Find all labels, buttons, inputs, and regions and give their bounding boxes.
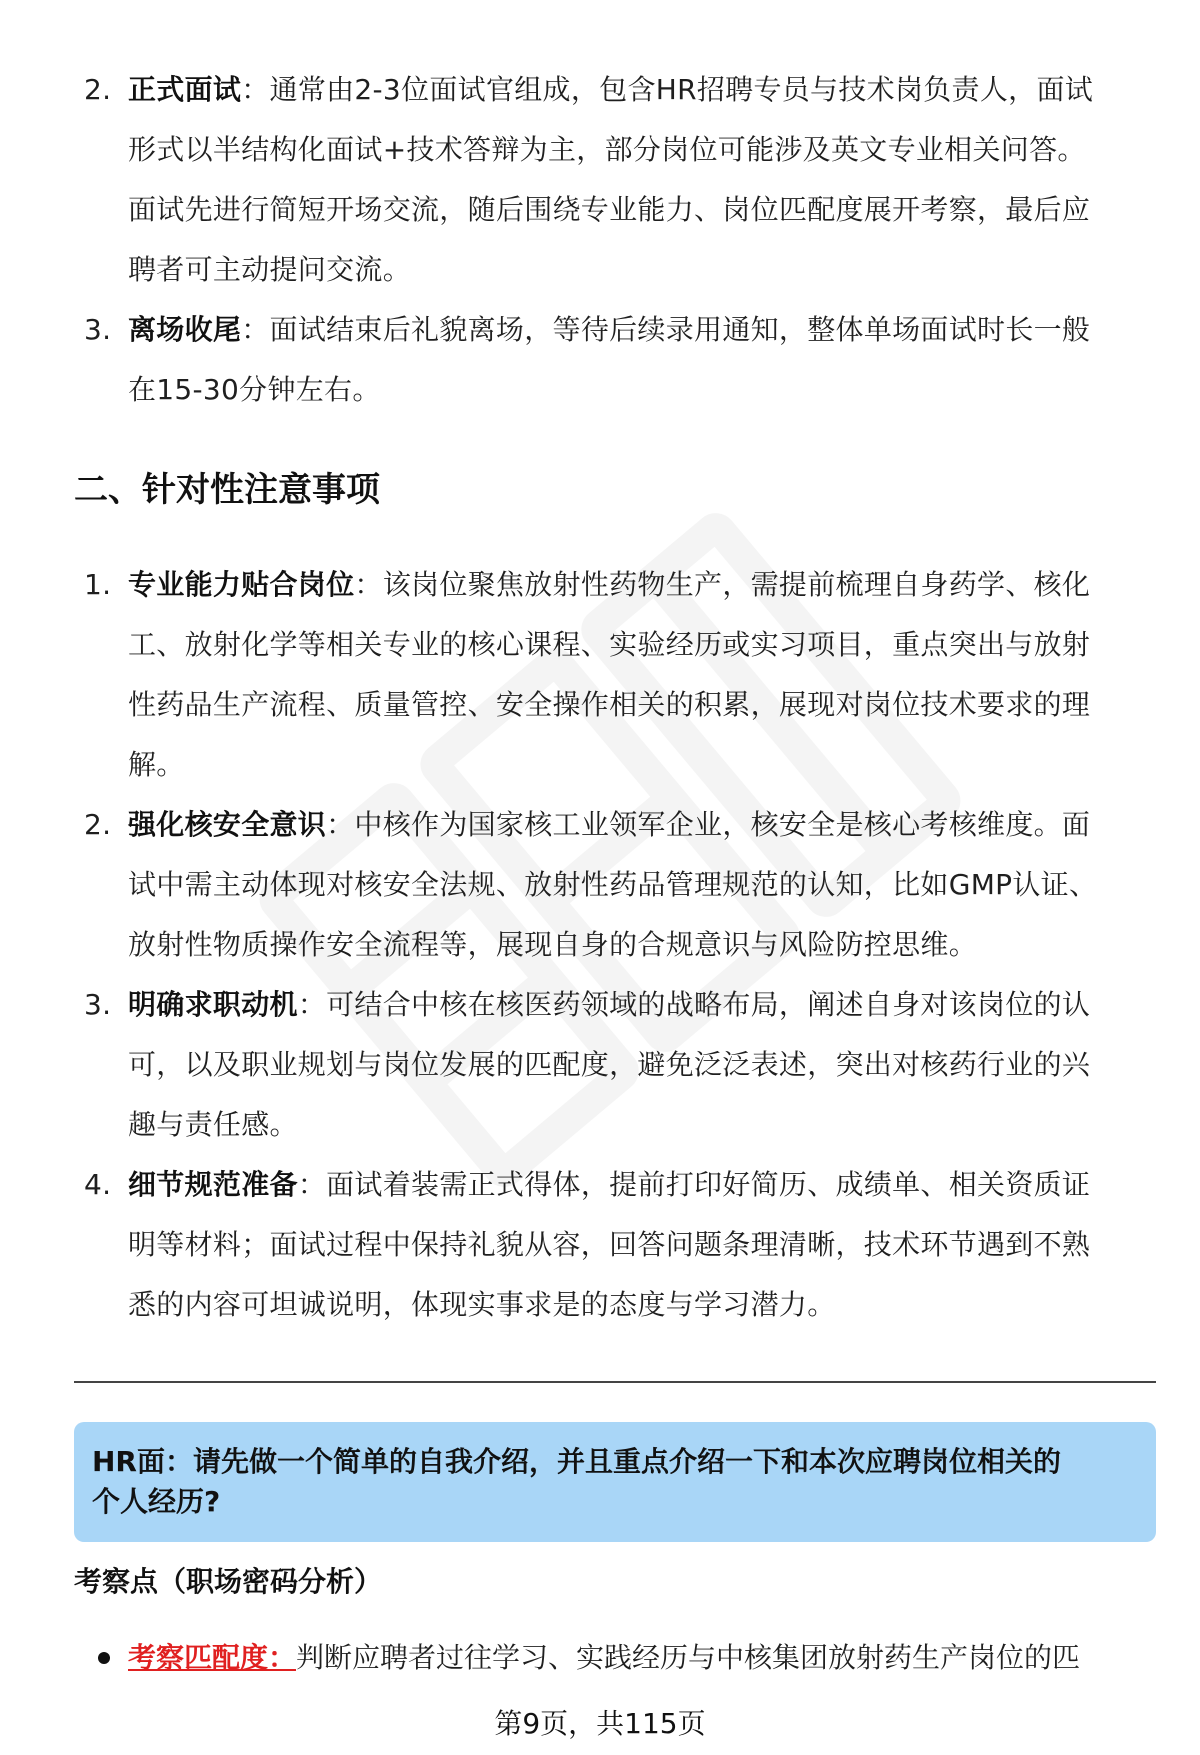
- item-line: 明等材料；面试过程中保持礼貌从容，回答问题条理清晰，技术环节遇到不熟: [128, 1228, 1091, 1261]
- analysis-heading: 考察点（职场密码分析）: [74, 1565, 383, 1598]
- item-line: 放射性物质操作安全流程等，展现自身的合规意识与风险防控思维。: [128, 928, 978, 961]
- item-line: 形式以半结构化面试+技术答辩为主，部分岗位可能涉及英文专业相关问答。: [128, 133, 1086, 166]
- notes-list: [0, 555, 1200, 1335]
- item-line: 该岗位聚焦放射性药物生产，需提前梳理自身药学、核化: [382, 568, 1091, 601]
- list-number: 3.: [84, 988, 112, 1021]
- process-list: [0, 60, 1200, 420]
- item-line: 工、放射化学等相关专业的核心课程、实验经历或实习项目，重点突出与放射: [128, 628, 1091, 661]
- item-line: 面试先进行简短开场交流，随后围绕专业能力、岗位匹配度展开考察，最后应: [128, 193, 1091, 226]
- item-line: 试中需主动体现对核安全法规、放射性药品管理规范的认知，比如GMP认证、: [128, 868, 1098, 901]
- item-line: 聘者可主动提问交流。: [128, 253, 412, 286]
- bullet-dot-icon: [98, 1652, 110, 1664]
- list-item: [0, 60, 1200, 300]
- item-title: 强化核安全意识: [128, 808, 327, 841]
- item-title: 专业能力贴合岗位: [128, 568, 355, 601]
- item-line: 可，以及职业规划与岗位发展的匹配度，避免泛泛表述，突出对核药行业的兴: [128, 1048, 1091, 1081]
- list-number: 4.: [84, 1168, 112, 1201]
- item-title: 细节规范准备: [128, 1168, 298, 1201]
- item-title: 明确求职动机: [128, 988, 298, 1021]
- item-sep: ：: [326, 808, 355, 841]
- list-item: [0, 300, 1200, 420]
- list-number: 1.: [84, 568, 112, 601]
- bullet-item: [0, 1628, 1200, 1688]
- item-line: 可结合中核在核医药领域的战略布局，阐述自身对该岗位的认: [326, 988, 1091, 1021]
- list-number: 2.: [84, 808, 112, 841]
- item-line: 在15-30分钟左右。: [128, 373, 381, 406]
- page-number: 第9页，共115页: [494, 1707, 706, 1740]
- item-line: 面试结束后礼貌离场，等待后续录用通知，整体单场面试时长一般: [269, 313, 1091, 346]
- item-line: 面试着装需正式得体，提前打印好简历、成绩单、相关资质证: [326, 1168, 1091, 1201]
- list-item: [0, 555, 1200, 795]
- item-line: 解。: [128, 748, 185, 781]
- item-sep: ：: [297, 1168, 327, 1201]
- question-line-1: HR面：请先做一个简单的自我介绍，并且重点介绍一下和本次应聘岗位相关的: [92, 1445, 1061, 1478]
- item-line: 通常由2-3位面试官组成，包含HR招聘专员与技术岗负责人，面试: [269, 73, 1094, 106]
- item-sep: ：: [297, 988, 327, 1021]
- bullet-text: 判断应聘者过往学习、实践经历与中核集团放射药生产岗位的匹: [296, 1641, 1081, 1674]
- list-item: [0, 1155, 1200, 1335]
- item-title: 离场收尾: [128, 313, 242, 346]
- list-item: [0, 975, 1200, 1155]
- bullet-label: 考察匹配度：: [128, 1641, 297, 1674]
- question-box: [74, 1422, 1156, 1542]
- item-sep: ：: [354, 568, 383, 601]
- item-sep: ：: [241, 73, 270, 106]
- list-number: 3.: [84, 313, 112, 346]
- section-heading: 二、针对性注意事项: [74, 470, 380, 510]
- horizontal-divider: [74, 1381, 1156, 1383]
- question-line-2: 个人经历?: [92, 1485, 221, 1518]
- item-line: 中核作为国家核工业领军企业，核安全是核心考核维度。面: [354, 808, 1091, 841]
- item-line: 性药品生产流程、质量管控、安全操作相关的积累，展现对岗位技术要求的理: [128, 688, 1091, 721]
- item-sep: ：: [241, 313, 270, 346]
- item-line: 悉的内容可坦诚说明，体现实事求是的态度与学习潜力。: [128, 1288, 836, 1321]
- list-number: 2.: [84, 73, 112, 106]
- item-line: 趣与责任感。: [128, 1108, 298, 1141]
- list-item: [0, 795, 1200, 975]
- item-title: 正式面试: [128, 73, 242, 106]
